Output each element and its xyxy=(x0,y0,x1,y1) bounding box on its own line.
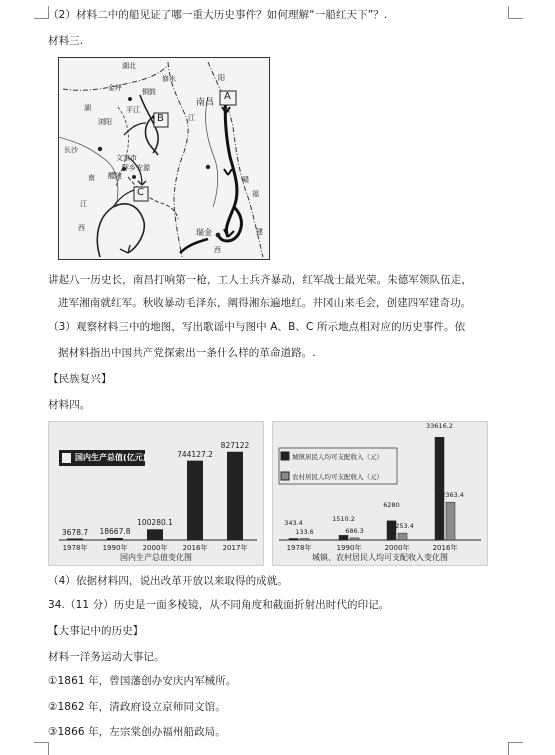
gdp-bar xyxy=(107,538,123,540)
gdp-category-label: 2016年 xyxy=(182,544,208,552)
map-label: 阳 xyxy=(218,74,225,82)
map-label: 平江 xyxy=(126,106,140,114)
event-1861: ①1861 年，曾国藩创办安庆内军械所。 xyxy=(48,675,237,687)
urban-income-bar xyxy=(289,539,298,541)
rural-income-bar xyxy=(446,502,455,540)
map-label: 西 xyxy=(214,246,221,254)
rural-income-bar xyxy=(300,539,309,541)
question-34: 34.（11 分）历史是一面多棱镜，从不同角度和截面折射出时代的印记。 xyxy=(48,599,390,611)
question-3-line-2: 据材料指出中国共产党探索出一条什么样的革命道路。. xyxy=(58,347,316,359)
map-label: 建 xyxy=(256,228,263,236)
material-3-label: 材料三. xyxy=(48,35,84,47)
gdp-value-label: 744127.2 xyxy=(177,449,213,459)
urban-value-label: 343.4 xyxy=(284,518,303,527)
gdp-chart xyxy=(48,421,264,566)
income-category-label: 2016年 xyxy=(432,544,458,552)
gdp-category-label: 1978年 xyxy=(62,544,88,552)
urban-value-label: 33616.2 xyxy=(426,422,453,430)
map-label: 长沙 xyxy=(64,146,78,154)
map-label: 文家市 xyxy=(116,154,137,162)
gdp-chart-caption: 国内生产总值变化图 xyxy=(120,553,192,562)
gdp-category-label: 1990年 xyxy=(102,544,128,552)
urban-income-bar xyxy=(435,437,444,540)
map-label: 萍乡安源 xyxy=(122,164,150,172)
map-marker-a: A xyxy=(224,91,231,102)
gdp-category-label: 2000年 xyxy=(142,544,168,552)
rural-value-label: 2253.4 xyxy=(391,522,414,531)
gdp-bar xyxy=(227,452,243,540)
gdp-category-label: 2017年 xyxy=(222,544,248,552)
gdp-bar xyxy=(147,529,163,540)
map-label: 江 xyxy=(188,114,195,122)
income-category-label: 2000年 xyxy=(384,544,410,552)
map-label: 江 xyxy=(80,200,87,208)
gdp-value-label: 827122 xyxy=(220,440,250,450)
rural-value-label: 686.3 xyxy=(345,526,364,535)
rural-income-bar xyxy=(398,533,407,540)
song-line-1: 讲起八一历史长，南昌打响第一枪，工人士兵齐暴动，红军战士最光荣。朱德军领队伍走， xyxy=(48,274,472,286)
corner-mark-top-left xyxy=(34,6,49,19)
question-3-line-1: （3）观察材料三中的地图，写出歌谣中与图中 A、B、C 所示地点相对应的历史事件。依 xyxy=(48,321,466,333)
gdp-value-label: 3678.7 xyxy=(61,527,89,537)
map-marker-b: B xyxy=(157,113,164,124)
gdp-value-label: 18667.8 xyxy=(99,527,131,536)
question-4: （4）依据材料四，说出改革开放以来取得的成就。 xyxy=(48,575,288,587)
map-label: 福 xyxy=(252,190,259,198)
map-label: 金坪 xyxy=(108,84,122,92)
question-2: （2）材料二中的船见证了哪一重大历史事件？如何理解“一船红天下”？. xyxy=(48,9,388,21)
corner-mark-bottom-right xyxy=(508,742,523,755)
map-label: 修水 xyxy=(162,75,176,83)
income-category-label: 1978年 xyxy=(286,544,312,552)
gdp-legend: 国内生产总值(亿元) xyxy=(75,453,147,462)
song-line-2: 进军湘南就红军。秋收暴动毛泽东，阐得湘东遍地红。井冈山来毛会，创建四军建奇功。 xyxy=(58,297,472,309)
map-label: 醴陵 xyxy=(108,172,122,180)
map-label: 铜鼓 xyxy=(142,88,156,96)
map-label: 赣 xyxy=(242,176,249,184)
corner-mark-bottom-left xyxy=(34,742,49,755)
material-4-label: 材料四。 xyxy=(48,399,91,411)
urban-value-label: 1510.2 xyxy=(332,515,355,524)
urban-income-bar xyxy=(339,535,348,540)
income-chart-caption: 城镇、农村居民人均可支配收入变化图 xyxy=(312,553,448,562)
income-category-label: 1990年 xyxy=(336,544,362,552)
map-label-nanchang: 南昌 xyxy=(196,98,215,108)
gdp-value-label: 100280.1 xyxy=(137,518,173,528)
map-label: 南 xyxy=(88,174,95,182)
income-chart xyxy=(272,421,488,566)
corner-mark-top-right xyxy=(508,6,523,19)
urban-value-label: 6280 xyxy=(383,500,400,509)
income-legend-urban: 城镇居民人均可支配收入（元） xyxy=(292,453,383,461)
section-national-rejuvenation: 【民族复兴】 xyxy=(48,373,112,385)
map-label: 浏阳 xyxy=(98,118,112,126)
section-chronicle: 【大事记中的历史】 xyxy=(48,625,144,637)
revolution-route-map xyxy=(58,57,270,260)
map-label: 湖 xyxy=(84,104,91,112)
map-label-ruijin: 瑞金 xyxy=(196,228,212,237)
map-marker-c: C xyxy=(137,187,144,198)
event-1866: ③1866 年，左宗棠创办福州船政局。 xyxy=(48,726,226,738)
gdp-bar xyxy=(67,539,83,541)
rural-value-label: 133.6 xyxy=(295,527,314,536)
material-1-label: 材料一洋务运动大事记。 xyxy=(48,651,165,663)
event-1862: ②1862 年，清政府设立京师同文馆。 xyxy=(48,701,226,713)
rural-value-label: 12363.4 xyxy=(437,491,464,500)
rural-income-bar xyxy=(350,538,359,540)
income-legend-rural: 农村居民人均可支配收入（元） xyxy=(292,473,383,481)
map-label: 西 xyxy=(78,224,85,232)
gdp-bar xyxy=(187,461,203,540)
map-label: 湖北 xyxy=(122,62,136,70)
